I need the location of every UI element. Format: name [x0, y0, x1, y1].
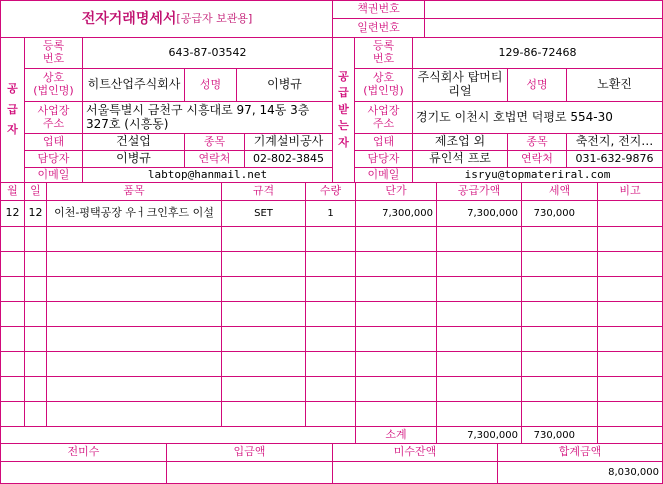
supplier-company: 히트산업주식회사: [87, 77, 181, 92]
supplier-biz-type-label: 업태: [42, 134, 65, 148]
receiver-manager-label: 담당자: [367, 151, 400, 165]
footer-unpaid-balance-label: 미수잔액: [393, 445, 437, 459]
serial-no-value: [425, 19, 661, 37]
table-row-1-supply-amount: 7,300,000: [467, 208, 518, 219]
supplier-biz-item-label: 종목: [203, 134, 226, 148]
receiver-company: 주식회사 탑머티리얼: [417, 70, 503, 98]
col-header-tax: 세액: [548, 184, 571, 198]
receiver-contact: 031-632-9876: [575, 151, 654, 165]
receiver-ceo: 노환진: [597, 77, 632, 92]
receiver-biz-type: 제조업 외: [434, 134, 486, 149]
receiver-ceo-label: 성명: [526, 77, 548, 91]
table-row-1-unit-price: 7,300,000: [382, 208, 433, 219]
table-row-1-month: 12: [5, 206, 20, 220]
col-header-qty: 수량: [319, 184, 342, 198]
supplier-contact: 02-802-3845: [253, 151, 324, 165]
supplier-address: 서울특별시 금천구 시흥대로 97, 14동 3층 327호 (시흥동): [86, 102, 310, 131]
book-no-value: [425, 0, 661, 18]
serial-no-label: 일련번호: [357, 20, 400, 34]
col-header-item: 품목: [123, 184, 145, 198]
subtitle-text: [공급자 보관용]: [176, 11, 253, 25]
col-header-month: 월: [7, 184, 18, 198]
footer-deposit-label: 입금액: [233, 445, 266, 459]
footer-unpaid-balance-value: [333, 462, 497, 483]
receiver-biz-type-label: 업태: [372, 134, 395, 148]
supplier-address-label: 사업장 주소: [37, 103, 70, 130]
title-text: 전자거래명세서: [81, 10, 177, 27]
table-row-1-day: 12: [28, 206, 43, 220]
supplier-biz-item: 기계설비공사: [253, 134, 324, 149]
receiver-contact-label: 연락처: [521, 151, 553, 165]
book-no-label: 책권번호: [357, 1, 400, 15]
supplier-contact-label: 연락처: [198, 151, 231, 165]
col-header-note: 비고: [619, 184, 641, 198]
col-header-spec: 규격: [252, 184, 275, 198]
footer-total-value: 8,030,000: [608, 467, 659, 478]
footer-total-label: 합계금액: [558, 445, 602, 459]
receiver-email-label: 이메일: [367, 167, 400, 181]
supplier-ceo-label: 성명: [199, 77, 222, 91]
supplier-reg-no-label: 등록 번호: [42, 39, 65, 65]
footer-prev-unpaid-label: 전미수: [67, 445, 100, 459]
receiver-address-label: 사업장 주소: [367, 103, 400, 130]
table-row-1-qty: 1: [327, 207, 334, 219]
receiver-reg-no: 129-86-72468: [498, 45, 577, 59]
supplier-company-label: 상호 (법인명): [33, 71, 74, 97]
col-header-supply-amount: 공급가액: [457, 184, 501, 198]
supplier-reg-no: 643-87-03542: [168, 45, 247, 59]
supplier-manager-label: 담당자: [37, 151, 70, 165]
col-header-day: 일: [30, 184, 41, 198]
receiver-manager: 류인석 프로: [429, 151, 491, 166]
receiver-biz-item: 축전지, 전지…: [575, 134, 654, 149]
supplier-side-label: 공 급 자: [7, 81, 18, 137]
receiver-address: 경기도 이천시 호법면 덕평로 554-30: [416, 109, 613, 124]
supplier-manager: 이병규: [116, 151, 151, 166]
footer-prev-unpaid-value: [1, 462, 166, 483]
col-header-unit-price: 단가: [385, 184, 407, 198]
document-title: [2, 2, 332, 36]
table-row-1-tax: 730,000: [533, 208, 575, 219]
subtotal-tax: 730,000: [533, 429, 575, 441]
supplier-email-label: 이메일: [37, 167, 70, 181]
receiver-reg-no-label: 등록 번호: [372, 39, 395, 65]
table-row-1-spec: SET: [254, 207, 273, 219]
table-row-1-note: [598, 201, 662, 226]
table-row-1-item: 이천-평택공장 우ㅓ크인후드 이설: [54, 206, 214, 220]
receiver-biz-item-label: 종목: [526, 134, 548, 148]
receiver-side-label: 공 급 받 는 자: [338, 69, 349, 149]
subtotal-label: 소계: [385, 427, 407, 441]
receiver-company-label: 상호 (법인명): [363, 71, 404, 97]
supplier-ceo: 이병규: [267, 77, 302, 92]
footer-deposit-value: [167, 462, 332, 483]
subtotal-supply: 7,300,000: [467, 429, 518, 441]
supplier-biz-type: 건설업: [116, 134, 151, 149]
receiver-email: isryu@topmateriral.com: [464, 167, 611, 181]
supplier-email: labtop@hanmail.net: [147, 167, 268, 181]
